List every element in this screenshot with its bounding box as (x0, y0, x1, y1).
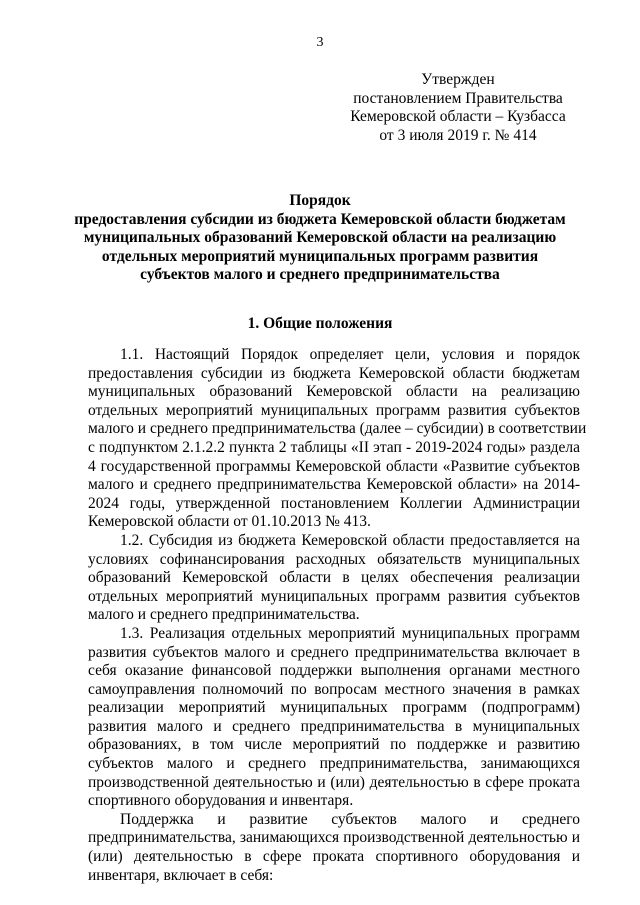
text-line: реализации мероприятий муниципальных программ (подпрограмм) (88, 699, 580, 717)
text-line: (или) деятельностью в сфере проката спортивного оборудования и (88, 848, 580, 866)
text-line: малого и среднего предпринимательства. (88, 606, 360, 624)
text-line: 1.1. Настоящий Порядок определяет цели, условия и порядок (120, 346, 580, 363)
text-line: с подпунктом 2.1.2.2 пункта 2 таблицы «II этап - 2019-2024 годы» раздела (88, 438, 580, 456)
text-line: субъектов малого и среднего предпринимательства, занимающихся (88, 755, 580, 773)
section-heading: 1. Общие положения (247, 315, 393, 332)
text-line: образований Кемеровской области в целях обеспечения реализации (88, 569, 580, 587)
approval-line: Утвержден (421, 71, 495, 88)
document-title (60, 192, 580, 285)
paragraph-1-1 (88, 346, 587, 532)
text-line: Кемеровской области от 01.10.2013 № 413. (88, 513, 371, 531)
paragraph-1-2 (88, 532, 580, 625)
document-body (88, 346, 587, 885)
approval-stamp (340, 71, 576, 145)
approval-line: постановлением Правительства (353, 89, 563, 107)
text-line: производственной деятельностью и (или) деятельностью в сфере проката (88, 773, 580, 791)
text-line: 4 государственной программы Кемеровской области «Развитие субъектов (88, 457, 580, 475)
text-line: развития малого и среднего предпринимательства в муниципальных (88, 717, 580, 735)
title-line: Порядок (289, 192, 351, 209)
title-line: предоставления субсидии из бюджета Кемеровской области бюджетам (74, 210, 566, 228)
text-line: 1.2. Субсидия из бюджета Кемеровской области предоставляется на (120, 531, 580, 549)
text-line: отдельных мероприятий муниципальных программ развития субъектов (88, 587, 580, 605)
approval-line: Кемеровской области – Кузбасса (350, 108, 566, 125)
text-line: малого и среднего предпринимательства (далее – субсидии) в соответствии (88, 420, 587, 438)
text-line: 2024 годы, утвержденной постановлением Коллегии Администрации (88, 494, 580, 512)
paragraph-support (88, 811, 580, 885)
page-number: 3 (316, 35, 324, 50)
text-line: самоуправления полномочий по вопросам местного значения в рамках (88, 680, 580, 698)
title-line: отдельных мероприятий муниципальных программ развития (101, 247, 539, 265)
text-line: инвентаря, включает в себя: (88, 866, 274, 884)
text-line: отдельных мероприятий муниципальных программ развития субъектов (88, 401, 580, 419)
text-line: спортивного оборудования и инвентаря. (88, 792, 354, 810)
text-line: условиях софинансирования расходных обязательств муниципальных (88, 550, 580, 568)
paragraph-1-3 (88, 625, 580, 811)
text-line: предоставления субсидии из бюджета Кемеровской области бюджетам (88, 364, 580, 382)
text-line: предпринимательства, занимающихся производственной деятельностью и (88, 829, 580, 847)
title-line: субъектов малого и среднего предпринимательства (140, 266, 500, 283)
text-line: себя оказание финансовой поддержки выполнения органами местного (88, 662, 580, 680)
text-line: муниципальных образований Кемеровской области на реализацию (88, 383, 580, 401)
text-line: Поддержка и развитие субъектов малого и среднего (120, 810, 580, 828)
approval-line: от 3 июля 2019 г. № 414 (379, 126, 537, 144)
title-line: муниципальных образований Кемеровской области на реализацию (83, 229, 557, 246)
text-line: малого и среднего предпринимательства Кемеровской области» на 2014- (88, 476, 580, 494)
text-line: образованиях, в том числе мероприятий по поддержке и развитию (88, 736, 580, 754)
text-line: развития субъектов малого и среднего предпринимательства включает в (88, 643, 580, 661)
text-line: 1.3. Реализация отдельных мероприятий муниципальных программ (120, 624, 580, 642)
